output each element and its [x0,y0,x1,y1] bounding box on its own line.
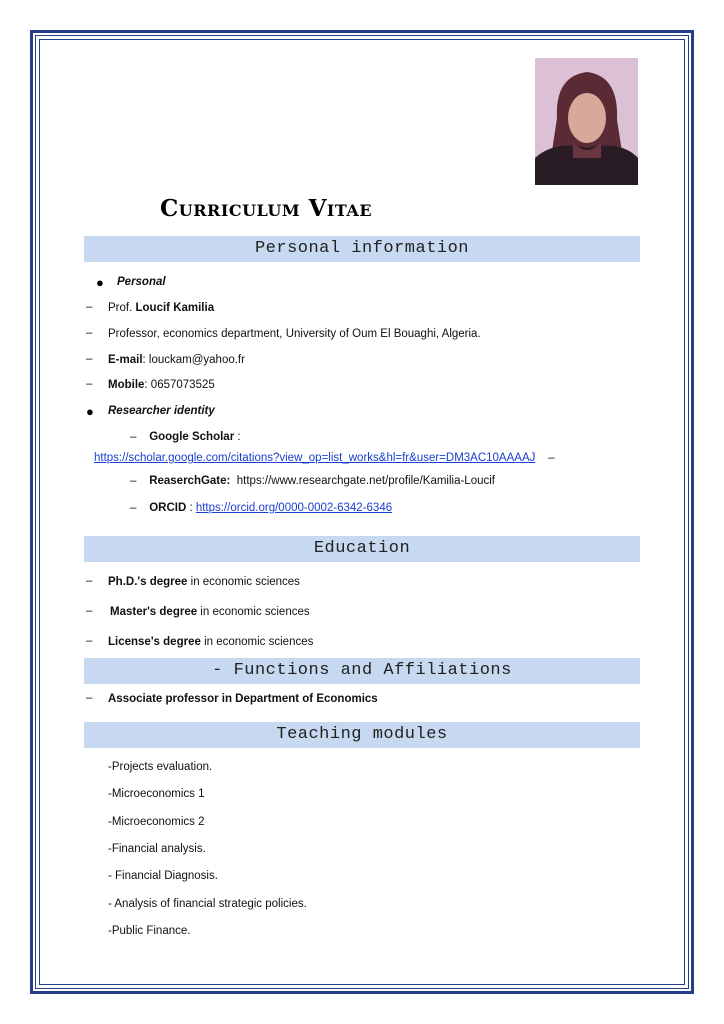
scholar-link[interactable]: https://scholar.google.com/citations?view_op=list_works&hl=fr&user=DM3AC10AAAAJ [94,452,536,464]
researchgate-line: – ReaserchGate: https://www.researchgate.net/profile/Kamilia-Loucif [130,475,495,487]
teaching-item: - Financial Diagnosis. [108,870,218,882]
name-line: Prof. Loucif Kamilia [108,302,215,314]
email-value: : louckam@yahoo.fr [142,354,245,366]
teaching-item: - Analysis of financial strategic policies. [108,898,307,910]
education-item: Ph.D.'s degree in economic sciences [108,576,300,588]
teaching-item: -Financial analysis. [108,843,206,855]
researcher-heading: Researcher identity [108,405,215,417]
education-item: License's degree in economic sciences [108,636,314,648]
researchgate-url: https://www.researchgate.net/profile/Kamilia-Loucif [236,475,495,487]
teaching-item: -Public Finance. [108,925,191,937]
scholar-url-line: https://scholar.google.com/citations?view_op=list_works&hl=fr&user=DM3AC10AAAAJ – [94,452,555,464]
dash-icon: – [86,301,93,313]
dash-icon: – [86,605,93,617]
teaching-item: -Projects evaluation. [108,761,213,773]
mobile-line: Mobile: 0657073525 [108,379,215,391]
scholar-line: – Google Scholar : [130,431,241,443]
bullet-icon: ● [96,275,104,290]
bullet-icon: ● [86,404,94,419]
personal-heading: Personal [117,276,166,288]
dash-icon: – [86,353,93,365]
cv-title: Curriculum Vitae [160,195,373,222]
mobile-value: : 0657073525 [144,379,215,391]
profile-photo [535,58,638,185]
position-line: Professor, economics department, University of Oum El Bouaghi, Algeria. [108,328,481,340]
dash-icon: – [86,635,93,647]
dash-icon: – [86,692,93,704]
teaching-item: -Microeconomics 1 [108,788,205,800]
section-personal-information: Personal information [84,236,640,262]
section-functions-affiliations: - Functions and Affiliations [84,658,640,684]
person-name: Loucif Kamilia [135,302,215,314]
dash-icon: – [86,378,93,390]
section-education: Education [84,536,640,562]
orcid-line: – ORCID : https://orcid.org/0000-0002-6342-6346 [130,502,393,514]
dash-icon: – [86,575,93,587]
function-role: Associate professor in Department of Economics [108,693,378,705]
orcid-link[interactable]: https://orcid.org/0000-0002-6342-6346 [195,502,393,514]
education-item: Master's degree in economic sciences [110,606,310,618]
section-teaching-modules: Teaching modules [84,722,640,748]
teaching-item: -Microeconomics 2 [108,816,205,828]
email-line: E-mail: louckam@yahoo.fr [108,354,245,366]
dash-icon: – [86,327,93,339]
